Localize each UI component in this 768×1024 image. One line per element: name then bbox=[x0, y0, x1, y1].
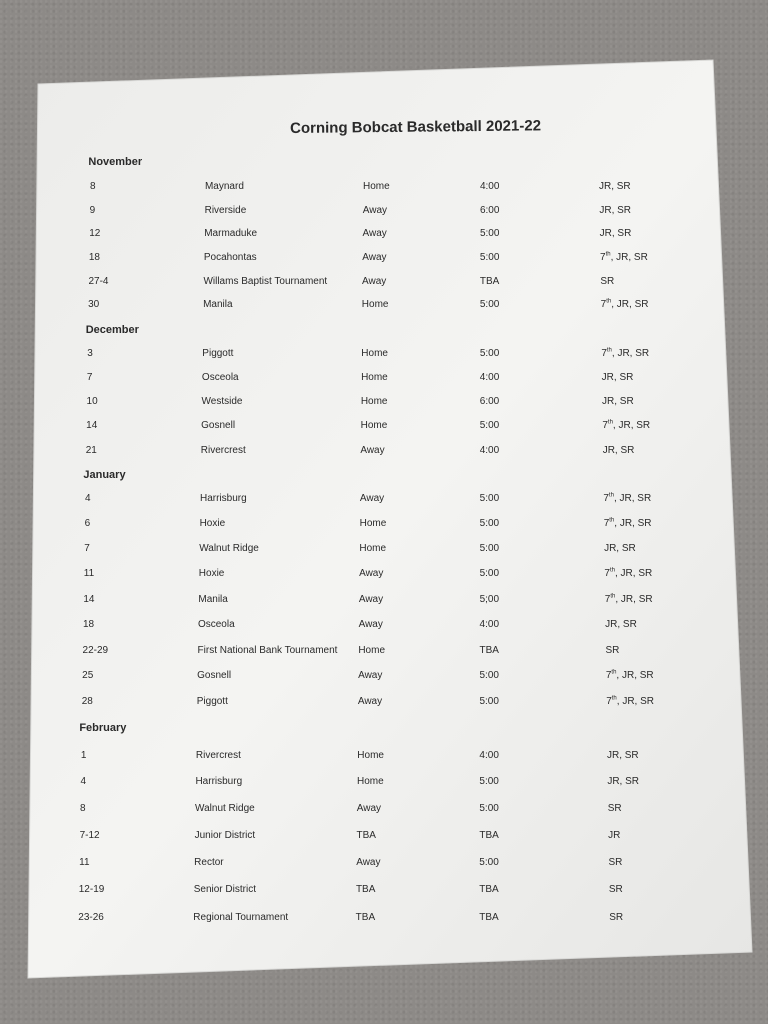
game-location: Home bbox=[359, 543, 387, 554]
game-date: 30 bbox=[88, 299, 100, 310]
game-levels: 7th, JR, SR bbox=[600, 251, 648, 263]
game-opponent: Maynard bbox=[204, 181, 244, 192]
game-location: TBA bbox=[355, 884, 376, 895]
game-row bbox=[84, 543, 684, 557]
game-time: 5;00 bbox=[479, 594, 500, 605]
game-opponent: Osceola bbox=[201, 372, 239, 383]
game-opponent: Manila bbox=[203, 299, 233, 310]
game-location: Home bbox=[361, 372, 388, 383]
game-opponent: Willams Baptist Tournament bbox=[203, 276, 328, 287]
month-heading-february: February bbox=[79, 722, 127, 734]
game-opponent: Harrisburg bbox=[199, 493, 247, 504]
game-location: Away bbox=[358, 670, 383, 681]
game-date: 7 bbox=[86, 372, 93, 383]
game-opponent: Hoxie bbox=[199, 518, 226, 529]
game-time: 4:00 bbox=[479, 181, 500, 192]
game-opponent: Senior District bbox=[193, 884, 256, 895]
game-row bbox=[90, 205, 690, 219]
game-row bbox=[78, 912, 678, 926]
game-time: 5:00 bbox=[479, 228, 500, 239]
game-location: Away bbox=[357, 696, 383, 707]
game-location: Home bbox=[358, 645, 386, 656]
game-date: 8 bbox=[89, 181, 96, 192]
game-levels: 7th, JR, SR bbox=[602, 419, 651, 431]
game-date: 25 bbox=[82, 670, 94, 681]
game-location: Home bbox=[362, 181, 390, 192]
game-levels: JR, SR bbox=[601, 372, 634, 383]
game-row bbox=[87, 396, 687, 410]
game-levels: 7th, JR, SR bbox=[604, 567, 653, 579]
game-opponent: Regional Tournament bbox=[193, 912, 289, 923]
game-date: 6 bbox=[84, 518, 91, 529]
game-time: 4:00 bbox=[479, 619, 500, 630]
game-row bbox=[87, 372, 687, 386]
game-time: 5:00 bbox=[479, 252, 500, 263]
game-opponent: First National Bank Tournament bbox=[197, 645, 338, 656]
game-opponent: Manila bbox=[198, 594, 228, 605]
game-levels: SR bbox=[605, 645, 620, 656]
game-date: 18 bbox=[88, 252, 100, 263]
game-location: Away bbox=[362, 228, 387, 239]
game-levels: JR bbox=[608, 830, 621, 841]
game-time: 5:00 bbox=[479, 857, 499, 868]
game-opponent: Pocahontas bbox=[203, 252, 257, 263]
game-time: 5:00 bbox=[479, 299, 500, 310]
game-row bbox=[86, 445, 686, 459]
game-levels: JR, SR bbox=[605, 619, 637, 630]
game-date: 9 bbox=[89, 205, 96, 216]
game-levels: 7th, JR, SR bbox=[603, 492, 652, 504]
game-time: TBA bbox=[479, 276, 500, 287]
game-opponent: Junior District bbox=[194, 830, 256, 841]
game-opponent: Marmaduke bbox=[204, 228, 258, 239]
game-date: 3 bbox=[87, 348, 93, 359]
game-levels: JR, SR bbox=[599, 205, 632, 216]
game-levels: 7th, JR, SR bbox=[604, 593, 653, 605]
game-date: 27-4 bbox=[88, 276, 109, 287]
game-location: Away bbox=[362, 276, 387, 287]
game-time: 5:00 bbox=[479, 803, 499, 814]
game-row bbox=[83, 619, 683, 633]
game-date: 4 bbox=[80, 776, 87, 787]
game-opponent: Riverside bbox=[204, 205, 247, 216]
game-date: 4 bbox=[84, 493, 91, 504]
game-row bbox=[83, 594, 683, 608]
game-row bbox=[81, 750, 681, 764]
game-time: 5:00 bbox=[479, 348, 500, 359]
game-location: Home bbox=[357, 750, 384, 761]
game-row bbox=[88, 299, 688, 313]
game-date: 14 bbox=[86, 420, 98, 431]
game-time: 5:00 bbox=[479, 493, 500, 504]
game-levels: JR, SR bbox=[599, 228, 632, 239]
game-levels: JR, SR bbox=[606, 750, 639, 761]
game-time: 4:00 bbox=[479, 750, 499, 761]
game-row bbox=[79, 884, 679, 898]
game-date: 7 bbox=[84, 543, 90, 554]
game-time: 5:00 bbox=[479, 670, 499, 681]
game-date: 8 bbox=[80, 803, 86, 814]
game-row bbox=[79, 857, 679, 871]
game-location: Away bbox=[362, 205, 388, 216]
game-levels: JR, SR bbox=[598, 181, 631, 192]
game-levels: JR, SR bbox=[604, 543, 636, 554]
game-time: 5:00 bbox=[479, 543, 500, 554]
game-levels: JR, SR bbox=[607, 776, 639, 787]
game-opponent: Harrisburg bbox=[195, 776, 243, 787]
game-row bbox=[82, 670, 682, 684]
game-opponent: Walnut Ridge bbox=[199, 543, 259, 554]
game-row bbox=[82, 696, 682, 710]
game-levels: SR bbox=[607, 803, 622, 814]
game-location: Away bbox=[359, 568, 384, 579]
month-heading-january: January bbox=[83, 469, 126, 481]
game-opponent: Rivercrest bbox=[200, 445, 246, 456]
game-time: 4:00 bbox=[479, 445, 500, 456]
page-title: Corning Bobcat Basketball 2021-22 bbox=[290, 117, 542, 137]
game-levels: 7th, JR, SR bbox=[600, 298, 649, 310]
game-location: Away bbox=[358, 594, 384, 605]
game-location: Away bbox=[359, 493, 385, 504]
game-time: 4:00 bbox=[479, 372, 500, 383]
game-opponent: Rector bbox=[194, 857, 224, 868]
game-date: 12-19 bbox=[78, 884, 105, 895]
game-time: 5:00 bbox=[479, 696, 499, 707]
game-time: 5:00 bbox=[479, 420, 500, 431]
game-opponent: Piggott bbox=[196, 696, 228, 707]
game-row bbox=[90, 181, 690, 195]
game-opponent: Gosnell bbox=[201, 420, 236, 431]
game-location: Away bbox=[362, 252, 387, 263]
game-row bbox=[86, 420, 686, 434]
game-location: Home bbox=[359, 518, 387, 529]
game-time: TBA bbox=[479, 830, 499, 841]
game-row bbox=[84, 568, 684, 582]
game-location: Home bbox=[360, 420, 388, 431]
game-date: 10 bbox=[86, 396, 98, 407]
game-date: 28 bbox=[81, 696, 93, 707]
game-date: 7-12 bbox=[79, 830, 100, 841]
game-date: 11 bbox=[83, 568, 95, 579]
game-levels: 7th, JR, SR bbox=[601, 347, 650, 359]
game-time: 6:00 bbox=[479, 205, 500, 216]
game-date: 18 bbox=[82, 619, 95, 630]
game-row bbox=[80, 803, 680, 817]
game-levels: JR, SR bbox=[602, 396, 634, 407]
game-time: TBA bbox=[479, 884, 499, 895]
game-row bbox=[88, 276, 688, 290]
game-row bbox=[85, 493, 685, 507]
game-date: 1 bbox=[80, 750, 87, 761]
game-levels: 7th, JR, SR bbox=[603, 517, 652, 529]
game-row bbox=[87, 348, 687, 362]
game-location: Away bbox=[356, 857, 381, 868]
game-opponent: Osceola bbox=[197, 619, 235, 630]
game-levels: SR bbox=[609, 912, 624, 923]
game-time: 5:00 bbox=[479, 518, 500, 529]
month-heading-november: November bbox=[88, 156, 143, 168]
game-row bbox=[85, 518, 685, 532]
game-date: 14 bbox=[83, 594, 95, 605]
game-opponent: Walnut Ridge bbox=[195, 803, 255, 814]
game-location: Home bbox=[360, 396, 388, 407]
game-date: 22-29 bbox=[82, 645, 109, 656]
game-levels: JR, SR bbox=[602, 445, 635, 456]
game-levels: 7th, JR, SR bbox=[605, 669, 654, 681]
game-opponent: Westside bbox=[201, 396, 243, 407]
game-levels: SR bbox=[600, 276, 615, 287]
game-opponent: Rivercrest bbox=[195, 750, 241, 761]
game-location: TBA bbox=[356, 830, 376, 841]
game-date: 12 bbox=[89, 228, 101, 239]
game-location: Home bbox=[361, 299, 389, 310]
game-time: TBA bbox=[479, 912, 499, 923]
game-row bbox=[89, 228, 689, 242]
game-opponent: Hoxie bbox=[198, 568, 225, 579]
game-location: Away bbox=[358, 619, 383, 630]
game-time: TBA bbox=[479, 645, 499, 656]
game-location: Away bbox=[360, 445, 385, 456]
month-heading-december: December bbox=[85, 324, 139, 336]
game-row bbox=[89, 252, 689, 266]
game-row bbox=[80, 830, 680, 844]
game-location: Home bbox=[357, 776, 384, 787]
game-time: 6:00 bbox=[479, 396, 500, 407]
game-date: 21 bbox=[85, 445, 97, 456]
game-levels: 7th, JR, SR bbox=[606, 695, 655, 707]
game-time: 5:00 bbox=[479, 776, 499, 787]
game-row bbox=[83, 645, 683, 659]
game-date: 11 bbox=[79, 857, 90, 868]
game-opponent: Gosnell bbox=[197, 670, 232, 681]
game-date: 23-26 bbox=[78, 912, 104, 923]
game-time: 5:00 bbox=[479, 568, 500, 579]
game-location: Home bbox=[361, 348, 388, 359]
game-levels: SR bbox=[608, 857, 623, 868]
game-location: TBA bbox=[355, 912, 376, 923]
game-levels: SR bbox=[608, 884, 623, 895]
game-opponent: Piggott bbox=[202, 348, 234, 359]
game-location: Away bbox=[356, 803, 382, 814]
game-row bbox=[80, 776, 680, 790]
